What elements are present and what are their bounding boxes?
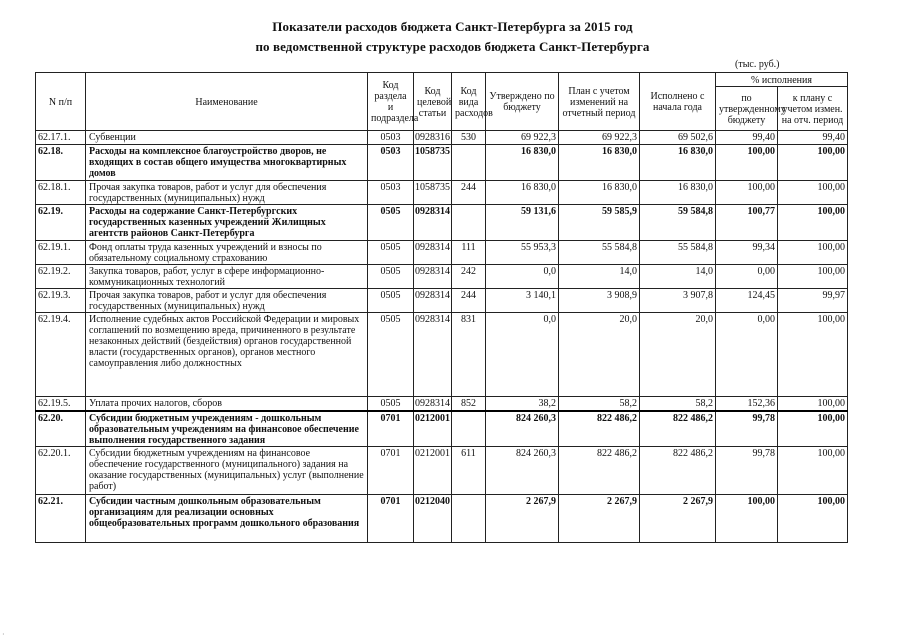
row-razdel-code: 0503	[368, 131, 414, 145]
row-razdel-code: 0505	[368, 265, 414, 289]
row-statya-code: 0212040	[414, 495, 452, 543]
row-plan: 16 830,0	[559, 181, 640, 205]
row-statya-code: 0928314	[414, 289, 452, 313]
row-razdel-code: 0505	[368, 205, 414, 241]
row-pct-approved: 0,00	[716, 265, 778, 289]
row-executed: 58,2	[640, 397, 716, 411]
row-vid-code	[452, 495, 486, 543]
row-executed: 16 830,0	[640, 145, 716, 181]
row-name: Субвенции	[86, 131, 368, 145]
row-pct-approved: 124,45	[716, 289, 778, 313]
table-row	[36, 289, 848, 313]
row-approved: 55 953,3	[486, 241, 559, 265]
report-title-line2: по ведомственной структуре расходов бюджета Санкт-Петербурга	[255, 39, 650, 54]
row-pct-plan: 100,00	[778, 397, 848, 411]
table-row	[36, 447, 848, 495]
budget-table	[35, 72, 848, 543]
row-executed: 59 584,8	[640, 205, 716, 241]
row-approved: 824 260,3	[486, 411, 559, 447]
row-executed: 822 486,2	[640, 411, 716, 447]
row-statya-code: 0928314	[414, 241, 452, 265]
row-executed: 69 502,6	[640, 131, 716, 145]
row-vid-code: 852	[452, 397, 486, 411]
report-title-line1: Показатели расходов бюджета Санкт-Петербурга за 2015 год	[272, 19, 633, 34]
row-razdel-code: 0505	[368, 397, 414, 411]
row-pct-plan: 99,40	[778, 131, 848, 145]
row-number: 62.19.3.	[36, 289, 86, 313]
row-pct-approved: 99,40	[716, 131, 778, 145]
row-pct-plan: 100,00	[778, 145, 848, 181]
row-statya-code: 0212001	[414, 447, 452, 495]
row-number: 62.19.4.	[36, 313, 86, 397]
row-statya-code: 0928314	[414, 313, 452, 397]
row-razdel-code: 0505	[368, 289, 414, 313]
row-pct-plan: 100,00	[778, 181, 848, 205]
row-plan: 3 908,9	[559, 289, 640, 313]
row-pct-plan: 100,00	[778, 205, 848, 241]
table-row	[36, 205, 848, 241]
row-pct-approved: 152,36	[716, 397, 778, 411]
row-pct-plan: 99,97	[778, 289, 848, 313]
row-executed: 14,0	[640, 265, 716, 289]
row-approved: 69 922,3	[486, 131, 559, 145]
row-name: Расходы на содержание Санкт-Петербургских государственных казенных учреждений Жилищных агентств районов Санкт-Петербурга	[86, 205, 368, 241]
table-row	[36, 181, 848, 205]
row-name: Исполнение судебных актов Российской Федерации и мировых соглашений по возмещению вреда, причиненного в результате незаконных действий (бездействия) органов государственной власти (государственных органов), органов местного самоуправления либо должностных	[86, 313, 368, 397]
row-approved: 0,0	[486, 313, 559, 397]
row-approved: 0,0	[486, 265, 559, 289]
table-row	[36, 313, 848, 397]
row-number: 62.19.2.	[36, 265, 86, 289]
row-plan: 2 267,9	[559, 495, 640, 543]
table-row	[36, 131, 848, 145]
row-statya-code: 0928316	[415, 132, 450, 143]
row-approved: 2 267,9	[486, 495, 559, 543]
row-approved: 16 830,0	[486, 145, 559, 181]
row-number: 62.20.1.	[36, 447, 86, 495]
row-plan: 822 486,2	[559, 447, 640, 495]
row-razdel-code: 0701	[368, 447, 414, 495]
col-header-plan: План с учетом изменений на отчетный период	[559, 73, 640, 131]
row-number: 62.19.	[36, 205, 86, 241]
row-statya-code: 0928314	[415, 398, 450, 409]
row-pct-approved: 100,77	[716, 205, 778, 241]
row-number: 62.21.	[36, 495, 86, 543]
row-plan: 20,0	[559, 313, 640, 397]
col-header-executed: Исполнено с начала года	[640, 73, 716, 131]
row-number: 62.19.5.	[36, 397, 86, 411]
table-row	[36, 265, 848, 289]
row-pct-plan: 100,00	[778, 313, 848, 397]
row-name: Субсидии частным дошкольным образовательным организациям для реализации основных общеобразовательных программ дошкольного образования	[86, 495, 368, 543]
row-statya-code: 0212001	[414, 411, 452, 447]
row-number: 62.18.	[36, 145, 86, 181]
row-plan: 16 830,0	[559, 145, 640, 181]
row-executed: 3 907,8	[640, 289, 716, 313]
row-razdel-code: 0505	[368, 241, 414, 265]
row-name: Уплата прочих налогов, сборов	[86, 397, 368, 411]
units-label: (тыс. руб.)	[735, 59, 780, 70]
row-pct-approved: 100,00	[716, 181, 778, 205]
row-statya-code: 1058735	[414, 181, 452, 205]
col-header-num: N п/п	[36, 73, 86, 131]
row-number: 62.19.1.	[36, 241, 86, 265]
row-pct-approved: 0,00	[716, 313, 778, 397]
row-razdel-code: 0503	[368, 145, 414, 181]
col-header-pct-plan: к плану с учетом измен. на отч. период	[778, 87, 848, 131]
row-name: Субсидии бюджетным учреждениям - дошкольным образовательным учреждениям на финансовое обеспечение выполнения государственного задания	[86, 411, 368, 447]
row-vid-code: 244	[452, 289, 486, 313]
row-name: Прочая закупка товаров, работ и услуг для обеспечения государственных (муниципальных) нужд	[86, 289, 368, 313]
row-executed: 822 486,2	[640, 447, 716, 495]
row-approved: 824 260,3	[486, 447, 559, 495]
col-header-pct-approved: по утвержденному бюджету	[716, 87, 778, 131]
scan-mark: ·	[2, 630, 5, 639]
row-vid-code	[452, 145, 486, 181]
table-row	[36, 241, 848, 265]
row-pct-approved: 99,78	[716, 411, 778, 447]
row-plan: 822 486,2	[559, 411, 640, 447]
row-pct-plan: 100,00	[778, 447, 848, 495]
row-vid-code: 831	[452, 313, 486, 397]
row-approved: 3 140,1	[486, 289, 559, 313]
row-statya-code: 0928314	[414, 205, 452, 241]
row-statya-code: 1058735	[414, 145, 452, 181]
col-header-vid: Код вида расходов	[452, 73, 486, 131]
row-plan: 14,0	[559, 265, 640, 289]
row-vid-code	[452, 411, 486, 447]
row-plan: 55 584,8	[559, 241, 640, 265]
row-approved: 38,2	[486, 397, 559, 411]
row-name: Прочая закупка товаров, работ и услуг для обеспечения государственных (муниципальных) нужд	[86, 181, 368, 205]
table-row	[36, 411, 848, 447]
row-executed: 55 584,8	[640, 241, 716, 265]
row-pct-approved: 100,00	[716, 145, 778, 181]
row-vid-code: 242	[452, 265, 486, 289]
table-row	[36, 495, 848, 543]
row-vid-code: 611	[452, 447, 486, 495]
row-name: Субсидии бюджетным учреждениям на финансовое обеспечение государственного (муниципального) задания на оказание государственных (муниципальных) услуг (выполнение работ)	[86, 447, 368, 495]
row-plan: 58,2	[559, 397, 640, 411]
row-approved: 59 131,6	[486, 205, 559, 241]
row-pct-approved: 99,34	[716, 241, 778, 265]
col-header-razdel: Код раздела и подраздела	[368, 73, 414, 131]
row-plan: 59 585,9	[559, 205, 640, 241]
row-vid-code	[452, 205, 486, 241]
row-name: Закупка товаров, работ, услуг в сфере информационно-коммуникационных технологий	[86, 265, 368, 289]
col-header-approved: Утверждено по бюджету	[486, 73, 559, 131]
row-vid-code: 111	[452, 241, 486, 265]
row-pct-plan: 100,00	[778, 241, 848, 265]
row-executed: 16 830,0	[640, 181, 716, 205]
row-pct-approved: 100,00	[716, 495, 778, 543]
row-executed: 20,0	[640, 313, 716, 397]
col-header-percent-group: % исполнения	[716, 73, 848, 87]
col-header-statya: Код целевой статьи	[414, 73, 452, 131]
row-number: 62.17.1.	[36, 131, 86, 145]
row-pct-approved: 99,78	[716, 447, 778, 495]
row-name: Фонд оплаты труда казенных учреждений и взносы по обязательному социальному страхованию	[86, 241, 368, 265]
row-razdel-code: 0505	[368, 313, 414, 397]
table-row	[36, 145, 848, 181]
row-name: Расходы на комплексное благоустройство дворов, не входящих в состав общего имущества многоквартирных домов	[86, 145, 368, 181]
row-statya-code: 0928314	[414, 265, 452, 289]
row-number: 62.20.	[36, 411, 86, 447]
row-razdel-code: 0701	[368, 495, 414, 543]
row-vid-code: 530	[452, 131, 486, 145]
row-razdel-code: 0503	[368, 181, 414, 205]
row-approved: 16 830,0	[486, 181, 559, 205]
row-executed: 2 267,9	[640, 495, 716, 543]
row-razdel-code: 0701	[368, 411, 414, 447]
col-header-name: Наименование	[86, 73, 368, 131]
row-pct-plan: 100,00	[778, 411, 848, 447]
row-pct-plan: 100,00	[778, 495, 848, 543]
row-number: 62.18.1.	[36, 181, 86, 205]
row-pct-plan: 100,00	[778, 265, 848, 289]
table-row	[36, 397, 848, 411]
row-vid-code: 244	[452, 181, 486, 205]
row-plan: 69 922,3	[559, 131, 640, 145]
